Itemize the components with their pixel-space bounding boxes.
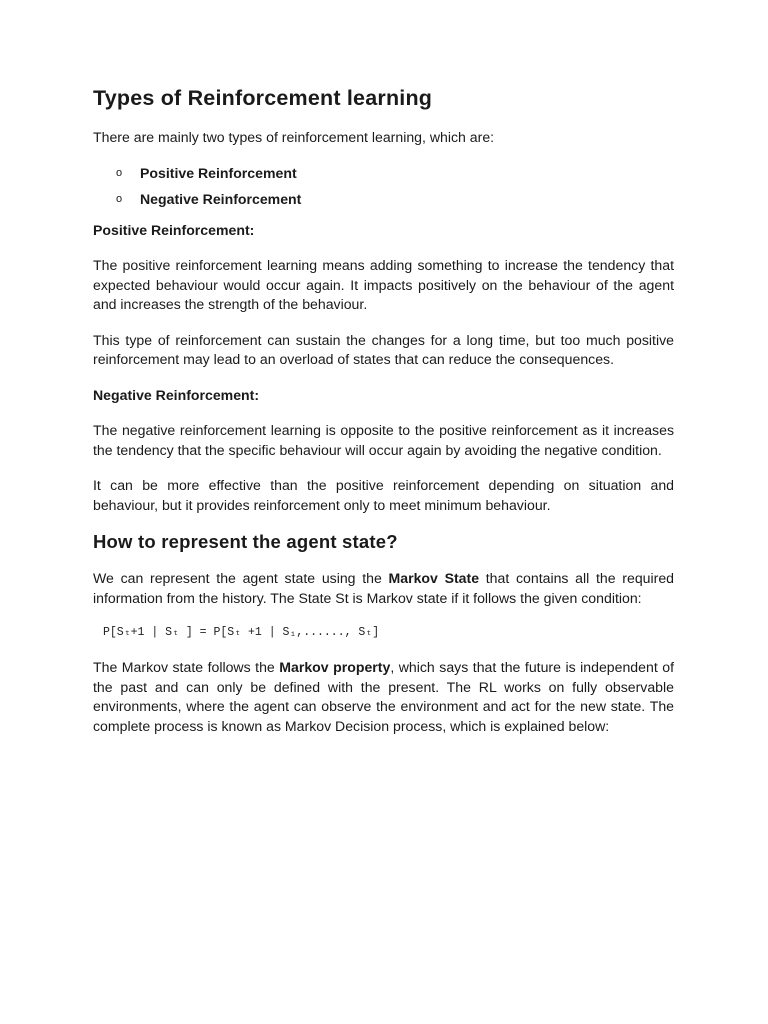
types-list [93, 164, 674, 210]
markov-formula: P[Sₜ+1 | Sₜ ] = P[Sₜ +1 | S₁,......, Sₜ] [103, 626, 380, 639]
list-item-label: Positive Reinforcement [140, 164, 297, 181]
markov-state-term: Markov State [388, 570, 480, 586]
list-item [93, 190, 674, 210]
agent-state-paragraph-1: We can represent the agent state using the Markov State that contains all the required information from the history. The State St is Markov state if it follows the given condition: [93, 570, 674, 606]
markov-property-term: Markov property [279, 659, 391, 675]
negative-paragraph-1: The negative reinforcement learning is opposite to the positive reinforcement as it increases the tendency that the specific behaviour will occur again by avoiding the negative condition. [93, 422, 674, 458]
list-item [93, 164, 674, 184]
intro-text: There are mainly two types of reinforcement learning, which are: [93, 129, 495, 145]
document-page [93, 86, 674, 752]
circle-bullet-icon: o [116, 193, 123, 205]
positive-paragraph-2: This type of reinforcement can sustain the changes for a long time, but too much positive reinforcement may lead to an overload of states that can reduce the consequences. [93, 331, 674, 367]
agent-state-paragraph-2: The Markov state follows the Markov property, which says that the future is independent of the past and can only be defined with the present. The RL works on fully observable environments, where the agent can observe the environment and act for the new state. The complete process is known as Markov Decision process, which is explained below: [93, 659, 674, 734]
list-item-label: Negative Reinforcement [140, 191, 302, 207]
page-title: Types of Reinforcement learning [93, 86, 433, 110]
circle-bullet-icon: o [116, 166, 123, 179]
negative-heading: Negative Reinforcement: [93, 386, 260, 403]
section-heading: How to represent the agent state? [93, 531, 398, 552]
positive-heading: Positive Reinforcement: [93, 221, 255, 238]
negative-paragraph-2: It can be more effective than the positive reinforcement depending on situation and behaviour, but it provides reinforcement only to meet minimum behaviour. [93, 477, 674, 513]
positive-paragraph-1: The positive reinforcement learning means adding something to increase the tendency that expected behaviour would occur again. It impacts positively on the behaviour of the agent and increases the strength of the behaviour. [93, 257, 674, 312]
